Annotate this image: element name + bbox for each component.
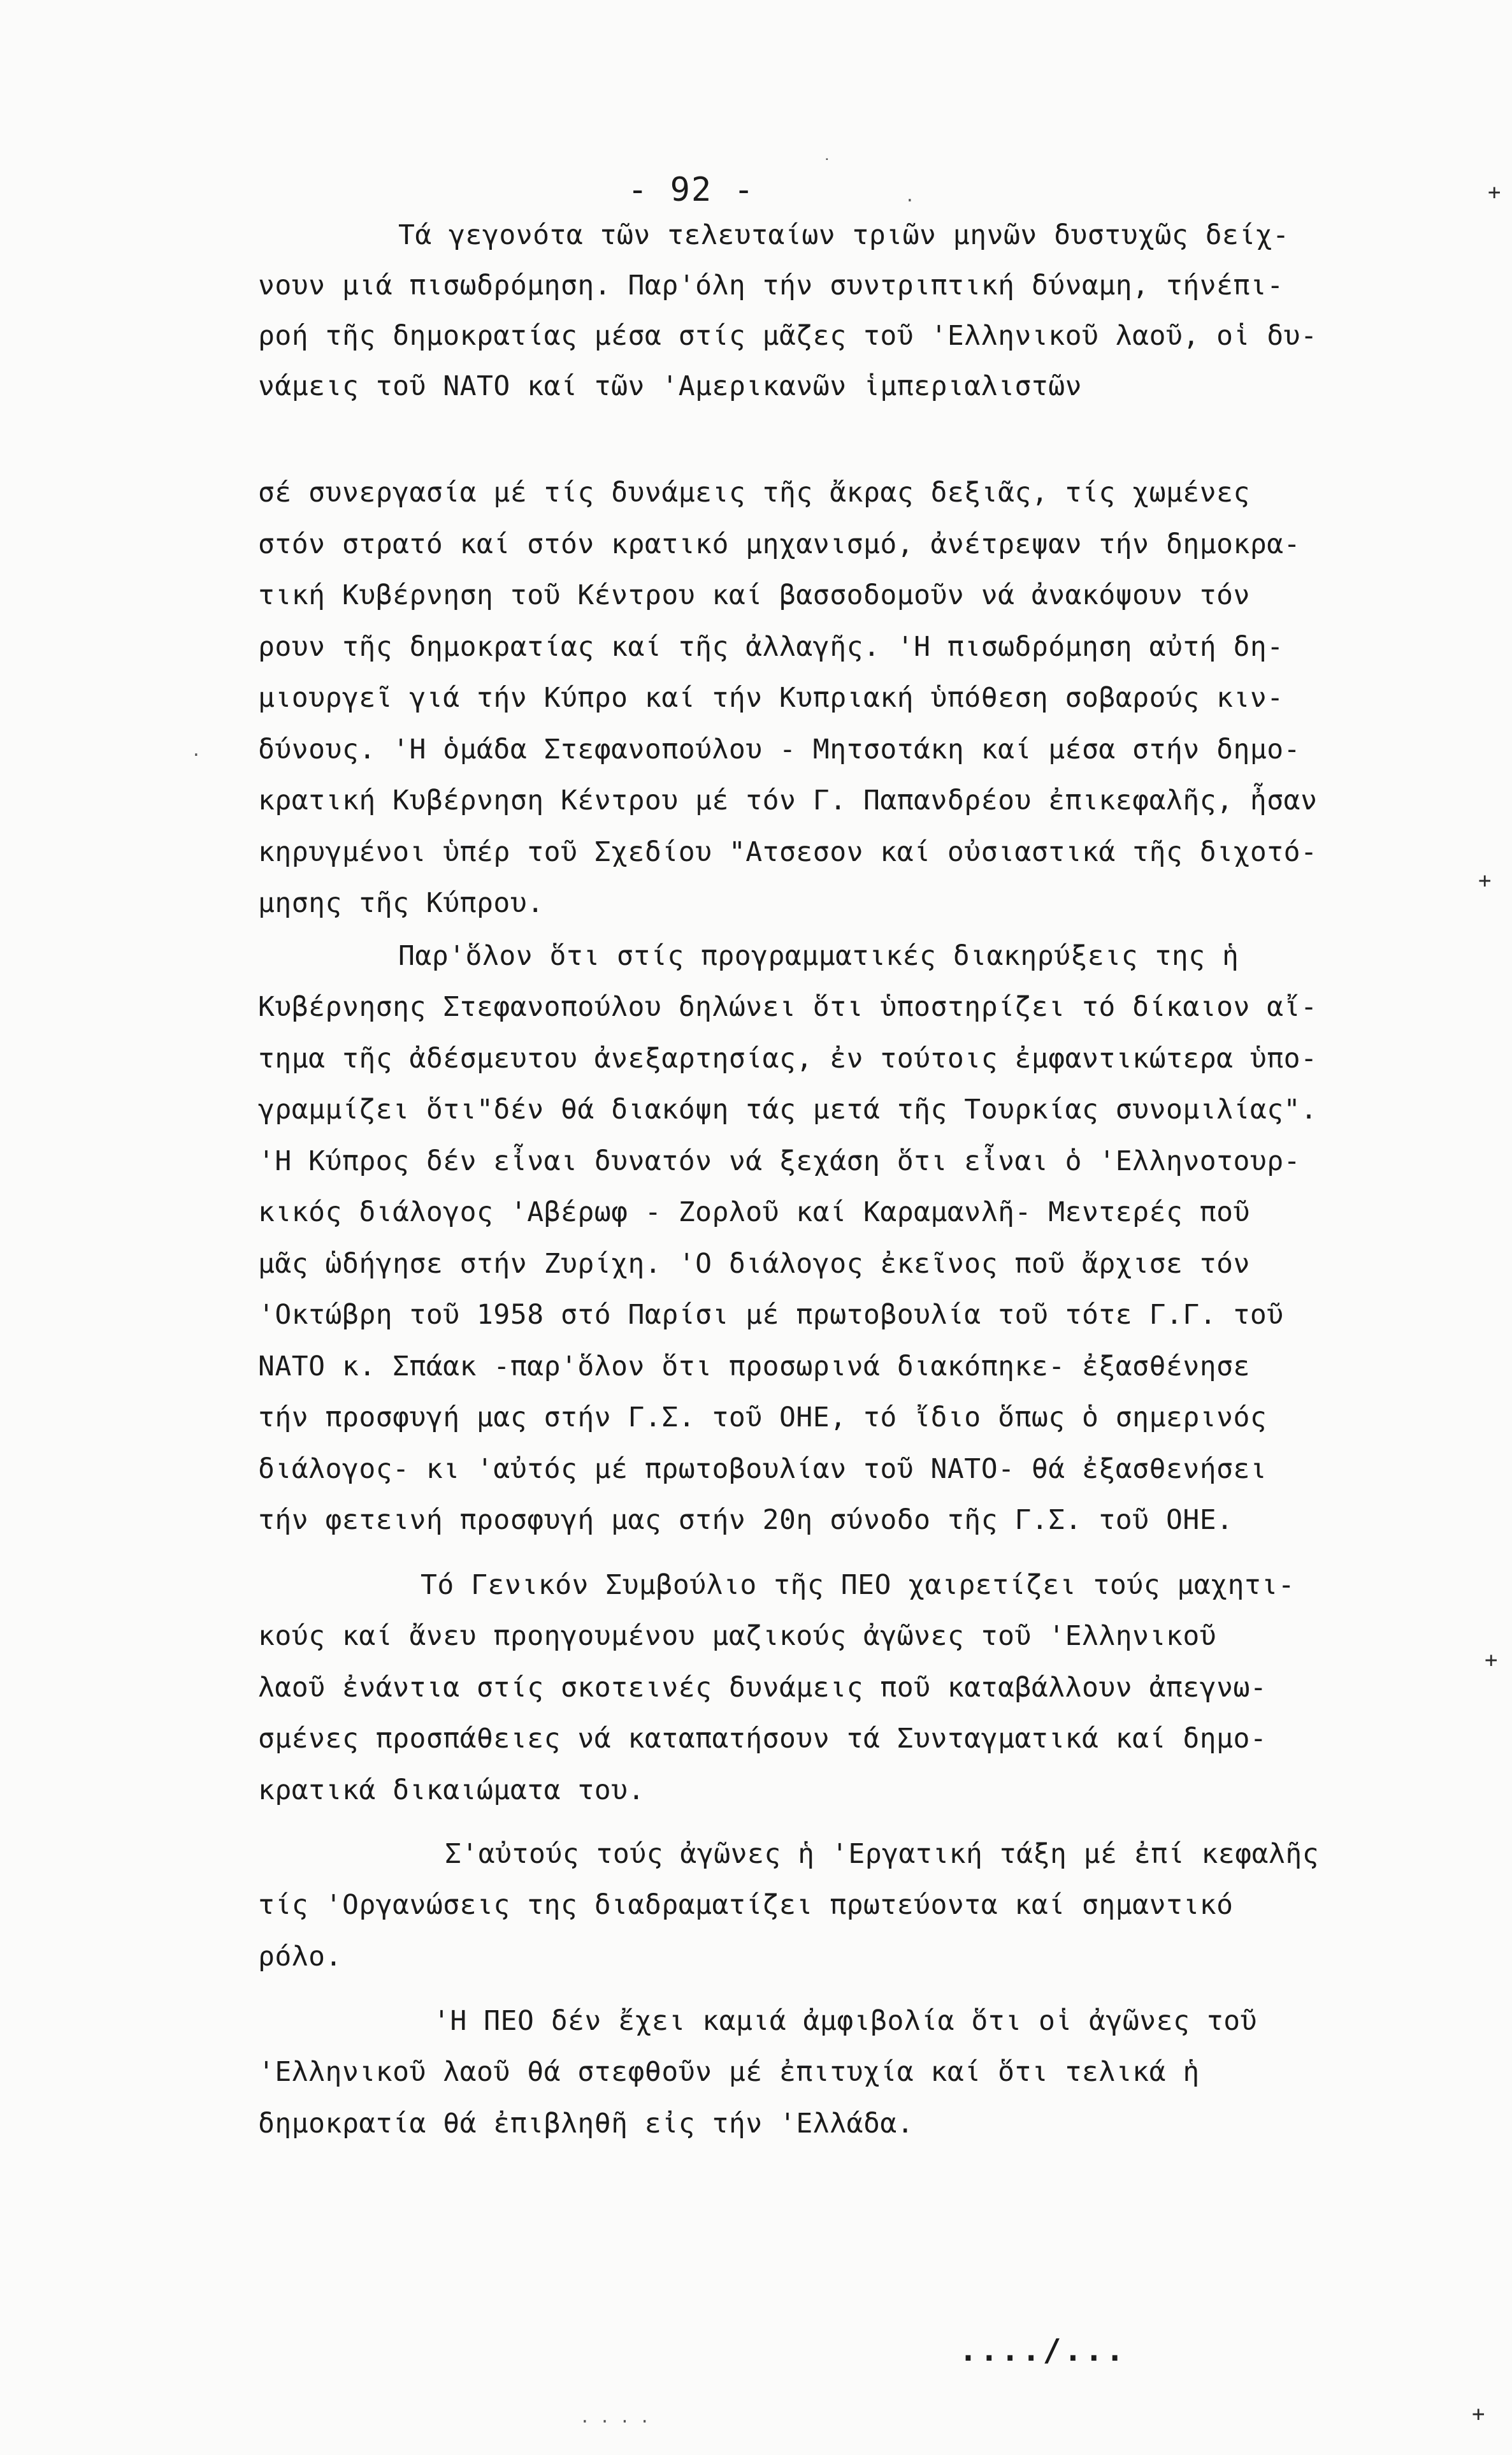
text-line: μησης τῆς Κύπρου. [258, 887, 544, 919]
text-line: τική Κυβέρνηση τοῦ Κέντρου καί βασσοδομοῦν νά ἀνακόψουν τόν [258, 579, 1250, 611]
text-line: ροή τῆς δημοκρατίας μέσα στίς μᾶζες τοῦ 'Ελληνικοῦ λαοῦ, οἱ δυ- [258, 320, 1318, 352]
text-line: σμένες προσπάθειες νά καταπατήσουν τά Συνταγματικά καί δημο- [258, 1723, 1267, 1755]
scan-speck: ˙ [822, 156, 832, 175]
text-line: κηρυγμένοι ὑπέρ τοῦ Σχεδίου "Ατσεσον καί οὐσιαστικά τῆς διχοτό- [258, 836, 1318, 868]
text-line: κρατική Κυβέρνηση Κέντρου μέ τόν Γ. Παπανδρέου ἐπικεφαλῆς, ἦσαν [258, 785, 1318, 816]
text-line: ΝΑΤΟ κ. Σπάακ -παρ'ὅλον ὅτι προσωρινά διακόπηκε- ἐξασθένησε [258, 1351, 1250, 1382]
text-line: μᾶς ὡδήγησε στήν Ζυρίχη. 'Ο διάλογος ἐκεῖνος ποῦ ἄρχισε τόν [258, 1248, 1250, 1280]
text-line: τίς 'Οργανώσεις της διαδραματίζει πρωτεύοντα καί σημαντικό [258, 1889, 1234, 1921]
text-line: 'Οκτώβρη τοῦ 1958 στό Παρίσι μέ πρωτοβουλία τοῦ τότε Γ.Γ. τοῦ [258, 1299, 1284, 1331]
text-line: κρατικά δικαιώματα του. [258, 1774, 645, 1806]
text-line: Τά γεγονότα τῶν τελευταίων τριῶν μηνῶν δυστυχῶς δείχ- [398, 219, 1290, 251]
text-line: λαοῦ ἐνάντια στίς σκοτεινές δυνάμεις ποῦ καταβάλλουν ἀπεγνω- [258, 1672, 1267, 1704]
text-line: κούς καί ἄνευ προηγουμένου μαζικούς ἀγῶνες τοῦ 'Ελληνικοῦ [258, 1620, 1217, 1652]
margin-mark: + [1478, 868, 1492, 894]
margin-mark: + [1485, 1648, 1498, 1673]
text-line: 'Η Κύπρος δέν εἶναι δυνατόν νά ξεχάση ὅτι εἶναι ὁ 'Ελληνοτουρ- [258, 1145, 1301, 1177]
text-line: γραμμίζει ὅτι"δέν θά διακόψη τάς μετά τῆς Τουρκίας συνομιλίας". [258, 1094, 1318, 1126]
text-line: τημα τῆς ἀδέσμευτου ἀνεξαρτησίας, ἐν τούτοις ἐμφαντικώτερα ὑπο- [258, 1043, 1318, 1075]
margin-mark: + [1472, 2401, 1485, 2427]
text-line: δύνους. 'Η ὁμάδα Στεφανοπούλου - Μητσοτάκη καί μέσα στήν δημο- [258, 734, 1301, 765]
scan-speck: · · · · [580, 2412, 650, 2431]
text-line: 'Ελληνικοῦ λαοῦ θά στεφθοῦν μέ ἐπιτυχία καί ὅτι τελικά ἡ [258, 2056, 1200, 2088]
scan-speck: · [191, 746, 201, 765]
text-line: σέ συνεργασία μέ τίς δυνάμεις τῆς ἄκρας δεξιᾶς, τίς χωμένες [258, 477, 1250, 509]
text-line: Τό Γενικόν Συμβούλιο τῆς ΠΕΟ χαιρετίζει τούς μαχητι- [421, 1569, 1295, 1601]
continuation-mark: ..../... [959, 2333, 1127, 2368]
text-line: ρόλο. [258, 1941, 342, 1973]
text-line: διάλογος- κι 'αὐτός μέ πρωτοβουλίαν τοῦ ΝΑΤΟ- θά ἐξασθενήσει [258, 1453, 1267, 1485]
text-line: Κυβέρνησης Στεφανοπούλου δηλώνει ὅτι ὑποστηρίζει τό δίκαιον αἴ- [258, 991, 1318, 1023]
text-line: 'Η ΠΕΟ δέν ἔχει καμιά ἀμφιβολία ὅτι οἱ ἀγῶνες τοῦ [433, 2005, 1258, 2037]
text-line: κικός διάλογος 'Αβέρωφ - Ζορλοῦ καί Καραμανλῆ- Μεντερές ποῦ [258, 1196, 1250, 1228]
page-number: - 92 - [628, 171, 755, 209]
text-line: δημοκρατία θά ἐπιβληθῆ εἰς τήν 'Ελλάδα. [258, 2108, 914, 2140]
text-line: Παρ'ὅλον ὅτι στίς προγραμματικές διακηρύξεις της ἡ [398, 940, 1239, 972]
margin-mark: + [1488, 180, 1501, 205]
text-line: νάμεις τοῦ ΝΑΤΟ καί τῶν 'Αμερικανῶν ἱμπεριαλιστῶν [258, 370, 1083, 402]
text-line: μιουργεῖ γιά τήν Κύπρο καί τήν Κυπριακή ὑπόθεση σοβαρούς κιν- [258, 682, 1284, 714]
text-line: Σ'αὐτούς τούς ἀγῶνες ἡ 'Εργατική τάξη μέ ἐπί κεφαλῆς [445, 1838, 1320, 1870]
text-line: τήν φετεινή προσφυγή μας στήν 20η σύνοδο τῆς Γ.Σ. τοῦ ΟΗΕ. [258, 1504, 1234, 1536]
text-line: στόν στρατό καί στόν κρατικό μηχανισμό, ἀνέτρεψαν τήν δημοκρα- [258, 528, 1301, 560]
scan-speck: · [905, 191, 915, 210]
text-line: τήν προσφυγή μας στήν Γ.Σ. τοῦ ΟΗΕ, τό ἴδιο ὅπως ὁ σημερινός [258, 1401, 1267, 1433]
text-line: νουν μιά πισωδρόμηση. Παρ'όλη τήν συντριπτική δύναμη, τήνέπι- [258, 270, 1284, 301]
text-line: ρουν τῆς δημοκρατίας καί τῆς ἀλλαγῆς. 'Η πισωδρόμηση αὐτή δη- [258, 631, 1284, 663]
